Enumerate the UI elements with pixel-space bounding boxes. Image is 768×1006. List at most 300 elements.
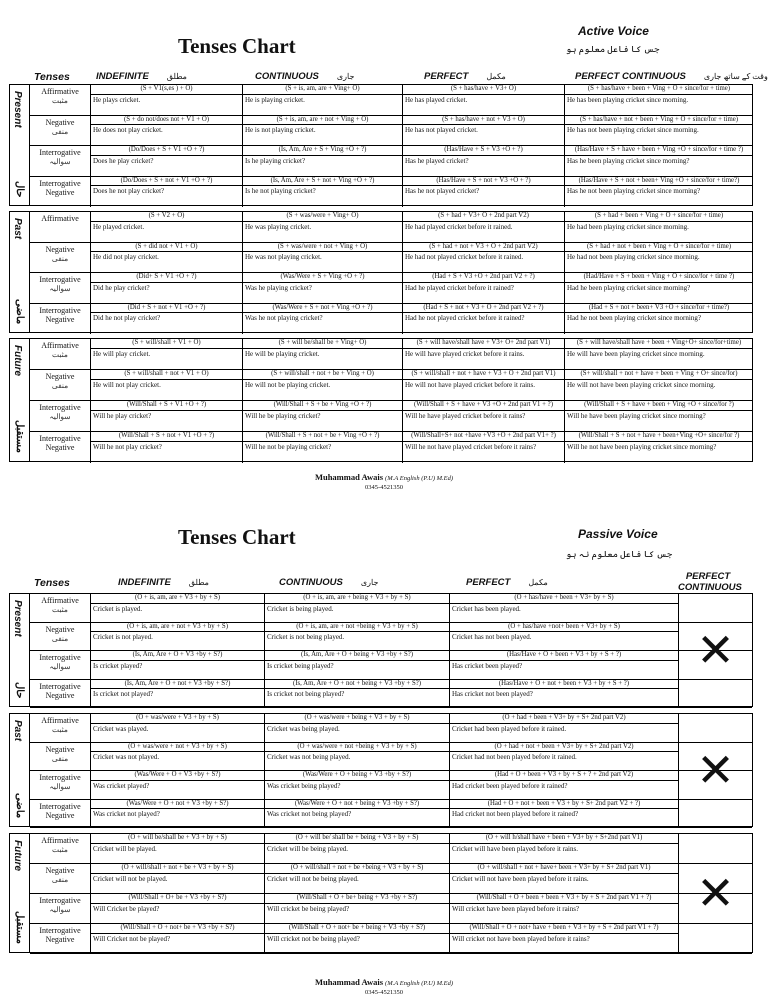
voice-heading: Active Voice <box>578 24 649 38</box>
example-sentence: He will be playing cricket. <box>245 349 320 358</box>
formula: (O + is, am, are + not + V3 + by + S) <box>91 623 264 633</box>
formula: (S + will be/shall be + Ving+ O) <box>243 339 402 349</box>
tense-cell <box>403 432 565 463</box>
example-sentence: Will he have been playing cricket since morning? <box>567 411 706 420</box>
example-sentence: Will he play cricket? <box>93 411 152 420</box>
tense-name: Present <box>12 91 23 128</box>
example-sentence: Will he not have been playing cricket since morning? <box>567 442 717 451</box>
row-label-text: Affirmative <box>41 214 79 223</box>
tense-cell <box>450 714 678 742</box>
tense-cell <box>450 800 678 828</box>
footer <box>0 977 768 996</box>
tense-cell <box>565 212 753 242</box>
tense-cell <box>265 714 450 742</box>
example-sentence: He has not been playing cricket since morning. <box>567 126 699 134</box>
example-sentence: Will cricket be being played? <box>267 904 350 913</box>
example-sentence: Will cricket have been played before it rains? <box>452 904 580 913</box>
formula: (Is, Am, Are + S + Ving +O + ?) <box>243 146 402 156</box>
row-label <box>30 651 91 679</box>
row-label <box>30 800 91 828</box>
row-label-text: Interrogative <box>39 653 81 662</box>
row-label <box>30 339 91 369</box>
formula: (Will/Shall + S + not + V1 +O + ?) <box>91 432 242 442</box>
row-label-urdu: مثبت <box>52 845 68 854</box>
row-label-urdu: سوالیہ <box>49 284 71 293</box>
tenses-header: Tenses <box>34 577 70 589</box>
example-sentence: Has he been playing cricket since morning? <box>567 156 690 165</box>
tense-side-label <box>10 85 30 205</box>
formula: (O + is, am, are + not +being + V3 + by + S) <box>265 623 449 633</box>
tense-cell <box>450 743 678 771</box>
table-row <box>30 273 752 304</box>
example-sentence: Does he play cricket? <box>93 156 154 165</box>
tense-cell <box>403 370 565 400</box>
row-label-urdu: منفی <box>51 126 69 136</box>
tense-cell <box>565 116 753 146</box>
formula: (O + will h/shall have + been + V3+ by + S+2nd part V1) <box>450 834 678 844</box>
footer <box>0 472 768 491</box>
column-header-perfect: PERFECT مکمل <box>466 577 548 588</box>
tense-cell <box>91 116 243 146</box>
row-label-text: Negative <box>45 244 75 254</box>
row-label-text: Interrogative Negative <box>39 801 81 820</box>
example-sentence: Is he playing cricket? <box>245 156 306 165</box>
formula: (S + V1(s,es ) + O) <box>91 85 242 95</box>
formula: (Has/Have + O + not + been + V3 + by + S + ?) <box>450 680 678 690</box>
tense-side-label <box>10 594 30 706</box>
formula: (O + will/shall + not + have+ been + V3+ by + S+ 2nd part V1) <box>450 864 678 874</box>
row-label-urdu: منفی <box>51 381 69 390</box>
tense-cell <box>565 146 753 176</box>
tense-cell <box>91 834 265 863</box>
table-row <box>30 894 752 924</box>
tense-cell <box>403 243 565 273</box>
column-divider <box>678 714 679 826</box>
formula: (Is, Am, Are + O + being + V3 +by + S?) <box>265 651 449 661</box>
formula: (O + is, am, are + being + V3 + by + S) <box>265 594 449 604</box>
tense-cell <box>450 771 678 799</box>
row-label-text: Negative <box>45 744 75 754</box>
tense-cell <box>403 116 565 146</box>
example-sentence: Cricket has not been played. <box>452 633 532 641</box>
row-label-text: Interrogative Negative <box>39 178 81 197</box>
tense-name-urdu: ماضی <box>14 298 25 324</box>
formula: (Has/Have + O + been + V3 + by + S + ?) <box>450 651 678 661</box>
example-sentence: Had he not played cricket before it rained? <box>405 314 525 322</box>
formula: (Has/Have + S + have + been + Ving +O + since/for + time ?) <box>565 146 753 156</box>
example-sentence: Has cricket been played? <box>452 661 523 670</box>
row-label-urdu: منفی <box>51 875 69 884</box>
formula: (Had + S + not + been+ V3 +O + since/for + time?) <box>565 304 753 314</box>
row-label-urdu: منفی <box>51 753 69 763</box>
example-sentence: Had he been playing cricket since morning? <box>567 283 691 292</box>
formula: (O + has/have + been + V3+ by + S) <box>450 594 678 604</box>
formula: (Has/Have + S + not + V3 +O + ?) <box>403 177 564 187</box>
tense-block-past <box>9 211 753 333</box>
example-sentence: Has he not been playing cricket since morning? <box>567 187 701 195</box>
tense-cell <box>243 370 403 400</box>
example-sentence: Cricket was not being played. <box>267 753 351 761</box>
example-sentence: Was cricket not being played? <box>267 810 352 818</box>
example-sentence: He is playing cricket. <box>245 95 305 104</box>
tense-block-present <box>9 593 753 707</box>
formula: (O + will/shall + not + be + V3 + by + S) <box>91 864 264 874</box>
formula: (O + was/were + not + V3 + by + S) <box>91 743 264 753</box>
table-row <box>30 177 752 208</box>
row-label <box>30 401 91 431</box>
table-row <box>30 594 752 623</box>
tense-cell <box>265 771 450 799</box>
formula: (Will/Shall + O + be+ being + V3 +by + S?) <box>265 894 449 904</box>
tense-cell <box>91 273 243 303</box>
formula: (Will/Shall + S + not + be + Ving +O + ?) <box>243 432 402 442</box>
example-sentence: Cricket is not played. <box>93 633 153 641</box>
row-label <box>30 594 91 622</box>
example-sentence: Cricket has been played. <box>452 604 521 613</box>
example-sentence: Is cricket played? <box>93 661 143 670</box>
formula: (S + had + not + been + Ving + O + since/for + time) <box>565 243 753 253</box>
tense-cell <box>450 834 678 863</box>
example-sentence: Cricket had not been played before it rained. <box>452 753 577 761</box>
formula: (Will/Shall + O + been + been + V3 + by + S + 2nd part V1 + ?) <box>450 894 678 904</box>
table-row <box>30 243 752 274</box>
example-sentence: He had not been playing cricket since morning. <box>567 253 700 261</box>
example-sentence: Cricket had been played before it rained. <box>452 724 567 733</box>
tense-cell <box>403 304 565 335</box>
example-sentence: Did he not play cricket? <box>93 314 161 322</box>
table-row <box>30 116 752 147</box>
column-divider <box>678 834 679 952</box>
example-sentence: Will he not play cricket? <box>93 442 162 451</box>
tense-cell <box>403 212 565 242</box>
row-label <box>30 834 91 863</box>
formula: (S + is, am, are + Ving+ O) <box>243 85 402 95</box>
formula: (S + was/were + Ving+ O) <box>243 212 402 222</box>
row-label-text: Negative <box>45 372 75 381</box>
tense-cell <box>91 177 243 208</box>
table-row <box>30 623 752 652</box>
tense-cell <box>91 623 265 651</box>
example-sentence: Has cricket not been played? <box>452 690 533 698</box>
example-sentence: Cricket was being played. <box>267 724 340 733</box>
row-label <box>30 85 91 115</box>
example-sentence: He did not play cricket. <box>93 253 159 261</box>
column-header-perfect-continuous: PERFECT CONTINUOUS <box>678 571 742 593</box>
tense-cell <box>91 339 243 369</box>
tense-cell <box>403 401 565 431</box>
table-row <box>30 714 752 743</box>
tense-cell <box>403 146 565 176</box>
row-label-urdu: سوالیہ <box>49 782 71 791</box>
tense-block-future <box>9 833 753 953</box>
row-label-text: Interrogative <box>39 148 81 157</box>
table-row <box>30 800 752 829</box>
passive-voice-chart <box>0 503 768 1006</box>
row-label-urdu: سوالیہ <box>49 905 71 914</box>
column-divider <box>678 594 679 706</box>
formula: (Was/Were + O + being + V3 +by + S?) <box>265 771 449 781</box>
not-applicable-cross-icon: ✕ <box>696 743 735 797</box>
column-header-indefinite: INDEFINITE مطلق <box>118 577 209 588</box>
tense-cell <box>91 771 265 799</box>
row-label-text: Affirmative <box>41 87 79 96</box>
example-sentence: Will cricket not be being played? <box>267 934 360 943</box>
example-sentence: He has been playing cricket since morning. <box>567 95 689 104</box>
tense-cell <box>265 594 450 622</box>
column-header-continuous: CONTINUOUS جاری <box>279 577 379 588</box>
tense-cell <box>243 243 403 273</box>
formula: (Has/Have + S + not + been+ Ving +O + since/for + time?) <box>565 177 753 187</box>
formula: (Was/Were + S + Ving +O + ?) <box>243 273 402 283</box>
example-sentence: Will cricket not have been played before it rains? <box>452 934 590 943</box>
example-sentence: Cricket is being played. <box>267 604 334 613</box>
formula: (Is, Am, Are + S + not + Ving +O + ?) <box>243 177 402 187</box>
formula: (Was/Were + S + not + Ving +O + ?) <box>243 304 402 314</box>
row-label-text: Negative <box>45 624 75 634</box>
formula: (S + had + not + V3 + O + 2nd part V2) <box>403 243 564 253</box>
column-header-perfect-continuous: PERFECT CONTINUOUS وقت کے ساتھ جاری <box>575 71 768 82</box>
tense-cell <box>91 864 265 893</box>
tense-cell <box>565 401 753 431</box>
row-label <box>30 370 91 400</box>
row-label <box>30 116 91 146</box>
example-sentence: He will play cricket. <box>93 349 151 358</box>
tense-cell <box>565 304 753 335</box>
formula: (Will/Shall + S + have + V3 +O + 2nd part V1 + ?) <box>403 401 564 411</box>
example-sentence: Cricket was played. <box>93 724 149 733</box>
tense-cell <box>91 85 243 115</box>
tense-cell <box>565 273 753 303</box>
example-sentence: Has he played cricket? <box>405 156 469 165</box>
example-sentence: Is cricket being played? <box>267 661 334 670</box>
formula: (Will/Shall + O + not+ have + been + V3 + by + S + 2nd part V1 + ?) <box>450 924 678 934</box>
example-sentence: Was cricket being played? <box>267 781 341 790</box>
tense-side-label <box>10 212 30 332</box>
formula: (Did + S + not + V1 +O + ?) <box>91 304 242 314</box>
example-sentence: Will he not have played cricket before it rains? <box>405 442 537 451</box>
row-label-text: Interrogative Negative <box>39 681 81 700</box>
tense-cell <box>450 894 678 923</box>
formula: (Is, Am, Are + O + V3 +by + S?) <box>91 651 264 661</box>
table-row <box>30 432 752 463</box>
formula: (Had + S + V3 +O + 2nd part V2 + ?) <box>403 273 564 283</box>
tense-name: Past <box>12 218 23 240</box>
tense-cell <box>91 146 243 176</box>
tense-cell <box>91 212 243 242</box>
formula: (S + will/shall + not + be + Ving + O) <box>243 370 402 380</box>
row-label-urdu: منفی <box>51 253 69 263</box>
tense-name-urdu: حال <box>14 681 25 698</box>
tense-cell <box>91 243 243 273</box>
example-sentence: Had he not been playing cricket since morning? <box>567 314 701 322</box>
formula: (O + had + not + been + V3+ by + S+ 2nd part V2) <box>450 743 678 753</box>
row-label <box>30 680 91 708</box>
tense-cell <box>243 146 403 176</box>
tense-cell <box>403 85 565 115</box>
tense-cell <box>243 401 403 431</box>
column-header-continuous: CONTINUOUS جاری <box>255 71 355 82</box>
example-sentence: Is cricket not played? <box>93 690 154 698</box>
row-label-text: Interrogative <box>39 896 81 905</box>
example-sentence: He will have been playing cricket since morning. <box>567 349 705 358</box>
row-label-urdu: سوالیہ <box>49 157 71 166</box>
tense-cell <box>91 370 243 400</box>
voice-heading: Passive Voice <box>578 527 658 541</box>
row-label <box>30 304 91 335</box>
example-sentence: He has not played cricket. <box>405 126 478 134</box>
row-label-text: Interrogative <box>39 773 81 782</box>
tense-cell <box>91 800 265 828</box>
tense-name-urdu: مستقبل <box>14 420 25 453</box>
tense-cell <box>450 680 678 708</box>
example-sentence: He has played cricket. <box>405 95 468 104</box>
tense-cell <box>91 432 243 463</box>
formula: (Has/Have + S + V3 +O + ?) <box>403 146 564 156</box>
tense-cell <box>91 894 265 923</box>
formula: (S + has/have + not + been + Ving + O + since/for + time) <box>565 116 753 126</box>
formula: (S + will/shall + not + have + V3 + O + 2nd part V1) <box>403 370 564 380</box>
example-sentence: He was not playing cricket. <box>245 253 322 261</box>
voice-urdu-subtitle: جس کا فاعل معلوم نہ ہو <box>566 549 673 559</box>
tense-cell <box>403 177 565 208</box>
row-label <box>30 924 91 953</box>
tense-block-future <box>9 338 753 462</box>
tense-cell <box>91 714 265 742</box>
tense-cell <box>565 177 753 208</box>
row-label-text: Interrogative Negative <box>39 434 81 452</box>
tense-cell <box>403 273 565 303</box>
example-sentence: Is he not playing cricket? <box>245 187 316 195</box>
author-name: Muhammad Awais <box>314 472 384 482</box>
author-phone: 0345-4521350 <box>365 989 403 996</box>
table-row <box>30 680 752 709</box>
tense-block-past <box>9 713 753 827</box>
formula: (S + V2 + O) <box>91 212 242 222</box>
example-sentence: Cricket will have been played before it rains. <box>452 844 578 853</box>
example-sentence: Had he played cricket before it rained? <box>405 283 514 292</box>
column-header-perfect: PERFECT مکمل <box>424 71 506 82</box>
example-sentence: Was cricket played? <box>93 781 150 790</box>
tense-name-urdu: مستقبل <box>14 911 25 944</box>
author-qualification: (M.A English (P.U) M.Ed) <box>385 475 454 482</box>
formula: (S + will have/shall have + V3+ O+ 2nd part V1) <box>403 339 564 349</box>
example-sentence: Does he not play cricket? <box>93 187 165 195</box>
tense-cell <box>450 594 678 622</box>
example-sentence: Had cricket been played before it rained? <box>452 781 568 790</box>
tense-cell <box>265 680 450 708</box>
tense-cell <box>243 177 403 208</box>
formula: (Had + S + not + V3 + O + 2nd part V2 + ?) <box>403 304 564 314</box>
tense-cell <box>265 864 450 893</box>
page-title: Tenses Chart <box>178 34 296 58</box>
formula: (Will/Shall + S + not + have + been+Ving +O+ since/for ?) <box>565 432 753 442</box>
formula: (Did+ S + V1 +O + ?) <box>91 273 242 283</box>
example-sentence: Cricket will be being played. <box>267 844 349 853</box>
formula: (O + had + been + V3+ by + S+ 2nd part V2) <box>450 714 678 724</box>
voice-urdu-subtitle: جس کا فاعل معلوم ہو <box>566 44 660 54</box>
example-sentence: He had played cricket before it rained. <box>405 222 513 231</box>
tense-cell <box>565 85 753 115</box>
example-sentence: He will not play cricket. <box>93 380 161 389</box>
row-label <box>30 623 91 651</box>
formula: (Will/Shall + S + be + Ving +O + ?) <box>243 401 402 411</box>
tense-cell <box>450 623 678 651</box>
tense-name: Future <box>12 840 23 872</box>
formula: (Was/Were + O + not + being + V3 +by + S?) <box>265 800 449 810</box>
formula: (S + did not + V1 + O) <box>91 243 242 253</box>
formula: (S + had + V3+ O + 2nd part V2) <box>403 212 564 222</box>
row-label-urdu: منفی <box>51 633 69 643</box>
row-label-text: Affirmative <box>41 716 79 725</box>
row-label <box>30 864 91 893</box>
row-label <box>30 212 91 242</box>
example-sentence: Cricket will be played. <box>93 844 157 853</box>
formula: (O + will be/shall be + V3 + by + S) <box>91 834 264 844</box>
tense-cell <box>403 339 565 369</box>
row-label-text: Interrogative <box>39 403 81 412</box>
table-row <box>30 212 752 243</box>
tense-cell <box>265 651 450 679</box>
table-row <box>30 304 752 335</box>
example-sentence: Will Cricket not be played? <box>93 934 171 943</box>
row-label <box>30 273 91 303</box>
formula: (S + has/have + been + Ving + O + since/for + time) <box>565 85 753 95</box>
tense-cell <box>91 743 265 771</box>
row-label-text: Negative <box>45 866 75 875</box>
tense-cell <box>91 304 243 335</box>
row-label <box>30 243 91 273</box>
example-sentence: Did he play cricket? <box>93 283 150 292</box>
example-sentence: Will Cricket be played? <box>93 904 160 913</box>
tense-side-label <box>10 339 30 461</box>
tense-cell <box>91 651 265 679</box>
example-sentence: He will not have played cricket before it rains. <box>405 380 536 389</box>
row-label-urdu: مثبت <box>52 96 68 105</box>
example-sentence: Has he not played cricket? <box>405 187 480 195</box>
formula: (Will/Shall + S + have + been + Ving +O + since/for ?) <box>565 401 753 411</box>
tense-cell <box>265 924 450 953</box>
tense-name: Present <box>12 600 23 637</box>
example-sentence: Will he have played cricket before it rains? <box>405 411 526 420</box>
formula: (Was/Were + O + V3 +by + S?) <box>91 771 264 781</box>
tense-cell <box>265 800 450 828</box>
tense-cell <box>565 432 753 463</box>
row-label-urdu: مثبت <box>52 605 68 614</box>
tense-name: Past <box>12 720 23 742</box>
formula: (Will/Shall + O + not+ be + V3 +by + S?) <box>91 924 264 934</box>
not-applicable-cross-icon: ✕ <box>696 623 735 677</box>
tense-cell <box>265 743 450 771</box>
formula: (Will/Shall + O+ be + V3 +by + S?) <box>91 894 264 904</box>
example-sentence: Was cricket not played? <box>93 810 160 818</box>
example-sentence: Will he not be playing cricket? <box>245 442 332 451</box>
formula: (O + will be/ shall be + being + V3 + by + S) <box>265 834 449 844</box>
row-label <box>30 177 91 208</box>
formula: (S + has/have + V3+ O) <box>403 85 564 95</box>
table-row <box>30 339 752 370</box>
row-label-text: Interrogative Negative <box>39 926 81 944</box>
tense-cell <box>565 339 753 369</box>
example-sentence: Was he not playing cricket? <box>245 314 323 322</box>
row-label <box>30 771 91 799</box>
example-sentence: Cricket will not have been played before it rains. <box>452 874 589 883</box>
example-sentence: Was he playing cricket? <box>245 283 312 292</box>
example-sentence: He was playing cricket. <box>245 222 312 231</box>
formula: (Was/Were + O + not + V3 +by + S?) <box>91 800 264 810</box>
tense-name-urdu: حال <box>14 180 25 197</box>
tense-cell <box>243 85 403 115</box>
tense-cell <box>243 273 403 303</box>
